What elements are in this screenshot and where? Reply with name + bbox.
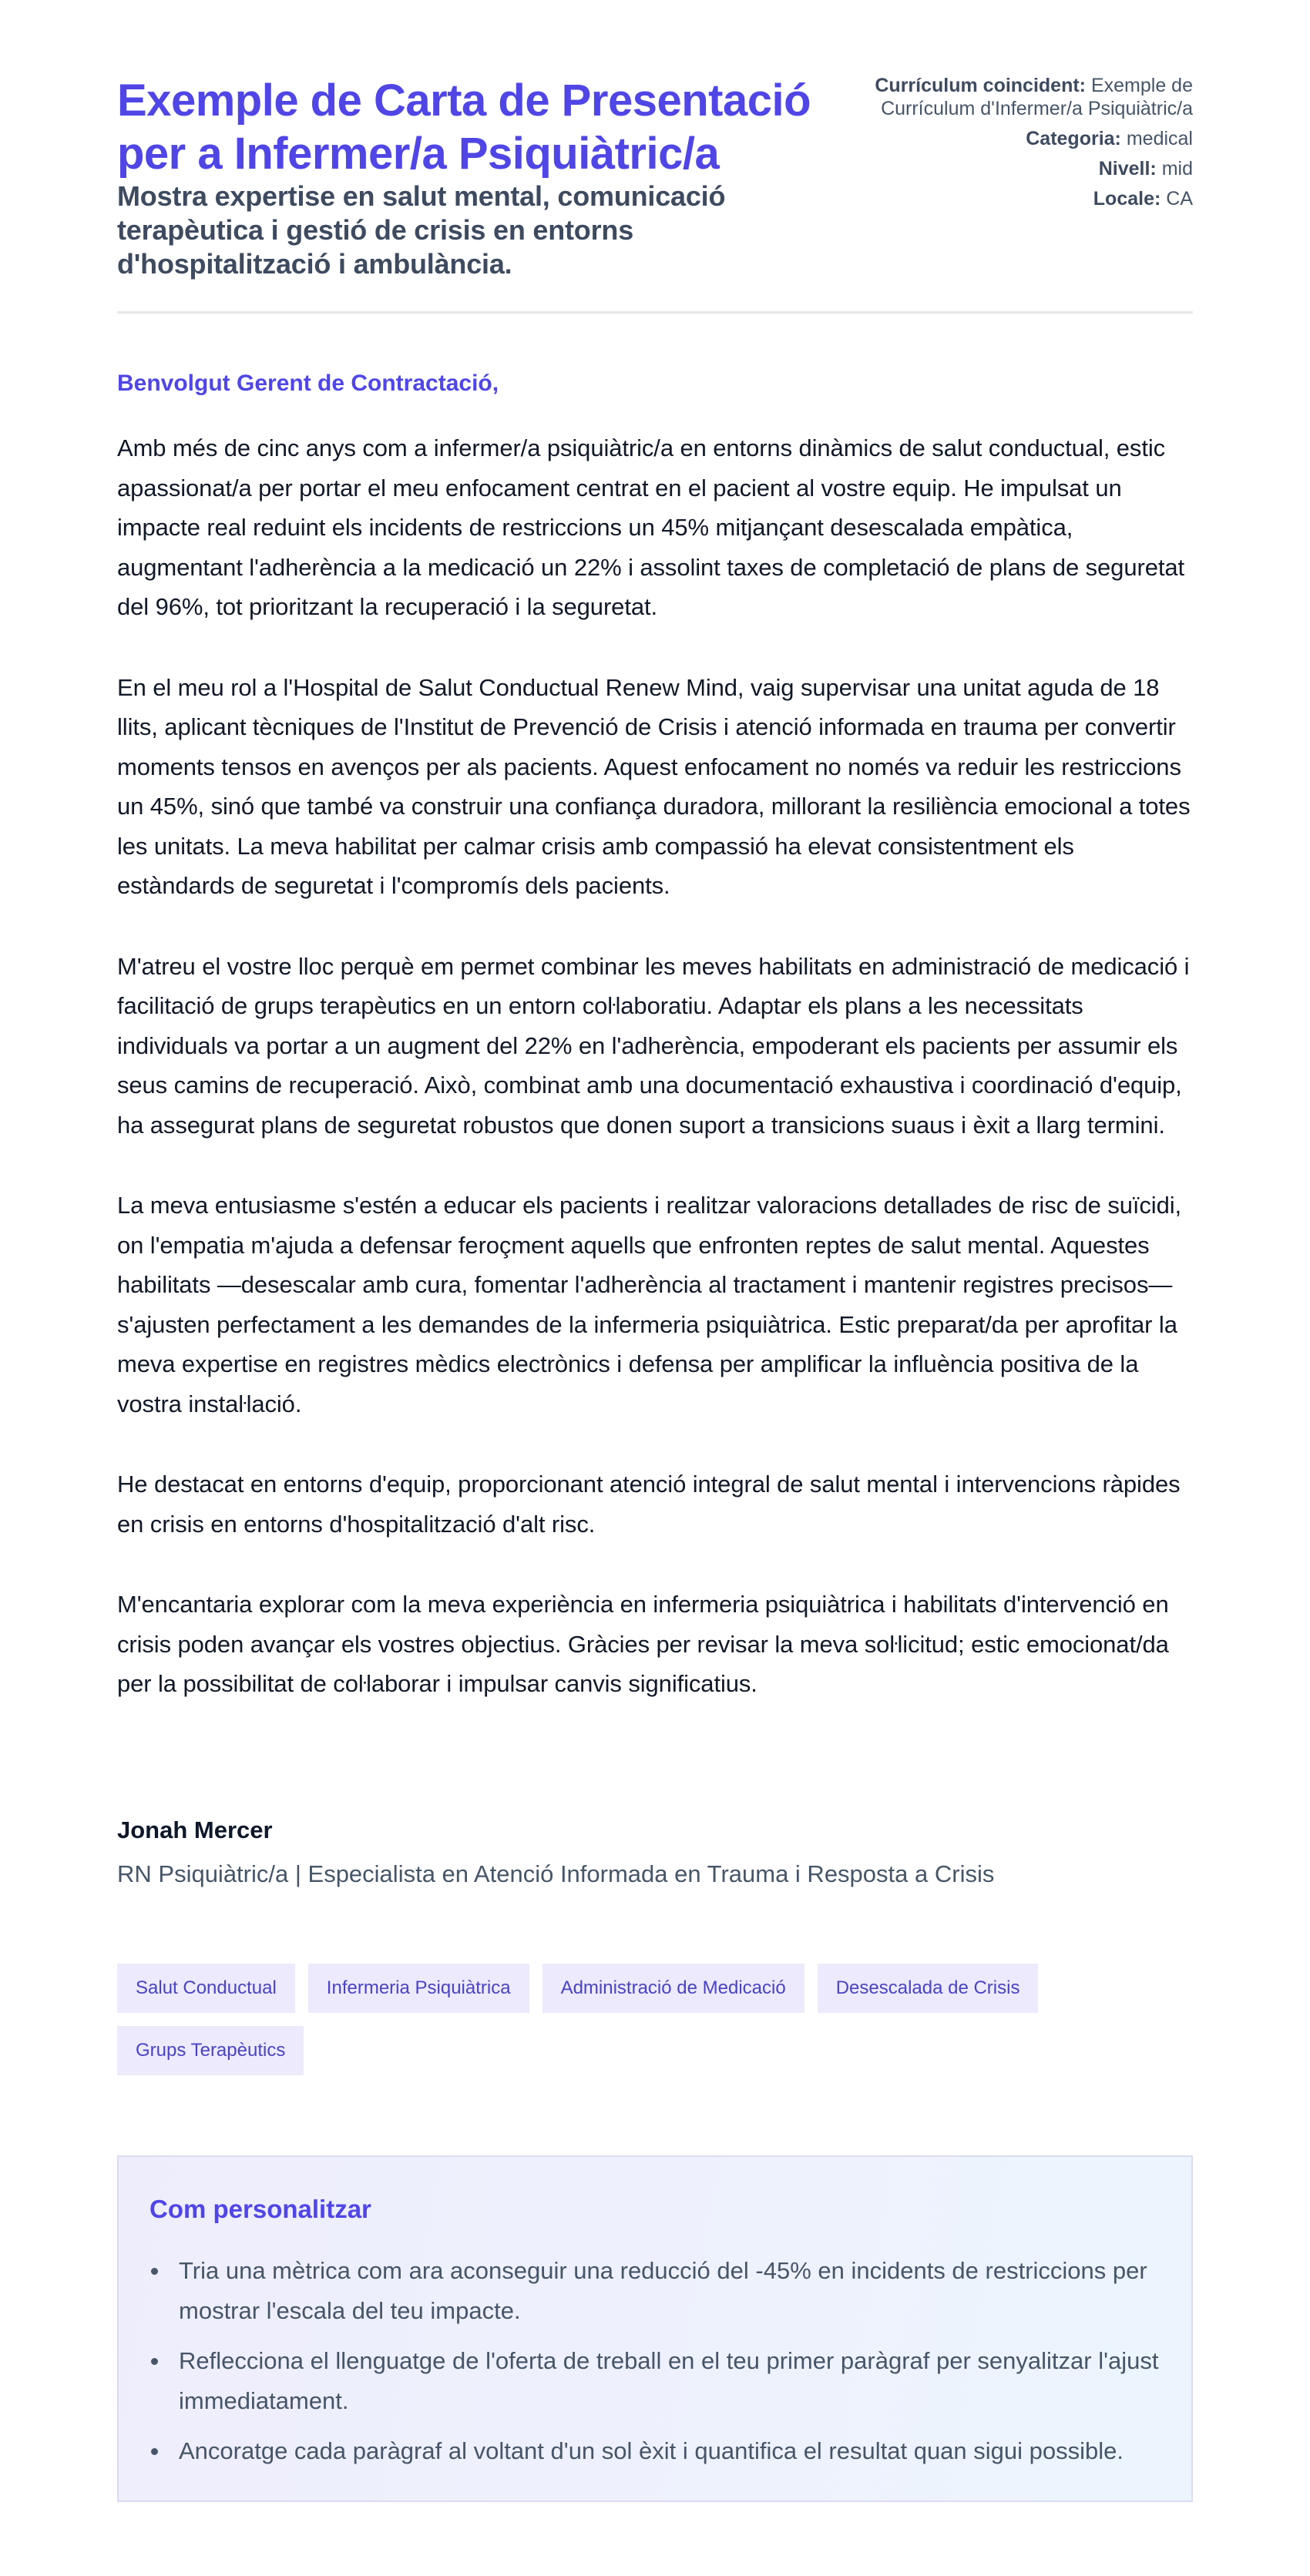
page-header [117, 74, 1193, 313]
meta-value: mid [1161, 158, 1193, 179]
bullet-icon [151, 2268, 158, 2275]
letter-body [117, 428, 1196, 1745]
meta-label: Currículum coincident: [875, 75, 1087, 96]
tip-item [149, 2341, 1161, 2421]
signature-title: RN Psiquiàtric/a | Especialista en Atenció Informada en Trauma i Resposta a Crisis [117, 1860, 995, 1887]
customization-tips-box [117, 2155, 1193, 2502]
skill-tag: Desescalada de Crisis [818, 1964, 1039, 2013]
meta-locale [862, 187, 1193, 210]
meta-category [862, 127, 1193, 150]
meta-panel [862, 74, 1193, 217]
meta-label: Nivell: [1098, 158, 1157, 179]
tip-text: Reflecciona el llenguatge de l'oferta de treball en el teu primer paràgraf per senyalitzar l'ajust immediatament. [179, 2347, 1159, 2414]
tips-title: Com personalitzar [149, 2195, 371, 2223]
skill-tag: Grups Terapèutics [117, 2026, 304, 2075]
tip-text: Ancoratge cada paràgraf al voltant d'un sol èxit i quantifica el resultat quan sigui possible. [179, 2437, 1124, 2464]
letter-paragraph: M'atreu el vostre lloc perquè em permet combinar les meves habilitats en administració de medicació i facilitació de grups terapèutics en un entorn coŀlaboratiu. Adaptar els plans a les necessitats individuals va portar a un augment del 22% en l'adherència, empoderant els pacients per assumir els seus camins de recuperació. Això, combinat amb una documentació exhaustiva i coordinació d'equip, ha assegurat plans de seguretat robustos que donen suport a transicions suaus i èxit a llarg termini. [117, 952, 1190, 1139]
bullet-icon [151, 2358, 158, 2365]
meta-label: Locale: [1093, 188, 1161, 210]
skill-tag: Infermeria Psiquiàtrica [308, 1964, 529, 2013]
letter-greeting: Benvolgut Gerent de Contractació, [117, 371, 499, 396]
skill-tags [117, 1964, 1193, 2075]
meta-label: Categoria: [1026, 128, 1121, 149]
letter-paragraph: He destacat en entorns d'equip, proporcionant atenció integral de salut mental i intervencions ràpides en crisis en entorns d'hospitalització d'alt risc. [117, 1471, 1181, 1538]
bullet-icon [151, 2448, 158, 2455]
skill-tag: Salut Conductual [117, 1964, 295, 2013]
letter-paragraph: M'encantaria explorar com la meva experiència en infermeria psiquiàtrica i habilitats d'intervenció en crisis poden avançar els vostres objectius. Gràcies per revisar la meva soŀlicitud; estic emocionat/da per la possibilitat de coŀlaborar i impulsar canvis significatius. [117, 1591, 1169, 1697]
tip-text: Tria una mètrica com ara aconseguir una reducció del -45% en incidents de restriccions per mostrar l'escala del teu impacte. [179, 2257, 1147, 2324]
tip-item [149, 2251, 1161, 2331]
signature-name: Jonah Mercer [117, 1816, 273, 1843]
letter-paragraph: Amb més de cinc anys com a infermer/a psiquiàtric/a en entorns dinàmics de salut conductual, estic apassionat/a per portar el meu enfocament centrat en el pacient al vostre equip. He impulsat un impacte real reduint els incidents de restriccions un 45% mitjançant desescalada empàtica, augmentant l'adherència a la medicació un 22% i assolint taxes de completació de plans de seguretat del 96%, tot prioritzant la recuperació i la seguretat. [117, 434, 1184, 620]
page-subtitle: Mostra expertise en salut mental, comunicació terapèutica i gestió de crisis en entorns d'hospitalització i ambulància. [117, 180, 726, 280]
letter-signature [117, 1815, 994, 1890]
meta-level [862, 157, 1193, 180]
meta-value: medical [1126, 128, 1193, 149]
page-title: Exemple de Carta de Presentació per a Infermer/a Psiquiàtric/a [117, 75, 811, 179]
meta-matching-resume [862, 74, 1193, 120]
header-divider [117, 311, 1193, 314]
meta-value: CA [1166, 188, 1193, 210]
meta-value: Exemple de Currículum d'Infermer/a Psiquiàtric/a [881, 75, 1193, 119]
tip-item [149, 2431, 1161, 2471]
tips-list [149, 2251, 1161, 2471]
letter-paragraph: La meva entusiasme s'estén a educar els pacients i realitzar valoracions detallades de risc de suïcidi, on l'empatia m'ajuda a defensar feroçment aquells que enfronten reptes de salut mental. Aquestes habilitats —desescalar amb cura, fomentar l'adherència al tractament i mantenir registres precisos— s'ajusten perfectament a les demandes de la infermeria psiquiàtrica. Estic preparat/da per aprofitar la meva expertise en registres mèdics electrònics i defensa per amplificar la influència positiva de la vostra instaŀlació. [117, 1192, 1182, 1417]
letter-paragraph: En el meu rol a l'Hospital de Salut Conductual Renew Mind, vaig supervisar una unitat aguda de 18 llits, aplicant tècniques de l'Institut de Prevenció de Crisis i atenció informada en trauma per convertir moments tensos en avenços per als pacients. Aquest enfocament no només va reduir les restriccions un 45%, sinó que també va construir una confiança duradora, millorant la resiliència emocional a totes les unitats. La meva habilitat per calmar crisis amb compassió ha elevat consistentment els estàndards de seguretat i l'compromís dels pacients. [117, 673, 1191, 899]
skill-tag: Administració de Medicació [542, 1964, 804, 2013]
